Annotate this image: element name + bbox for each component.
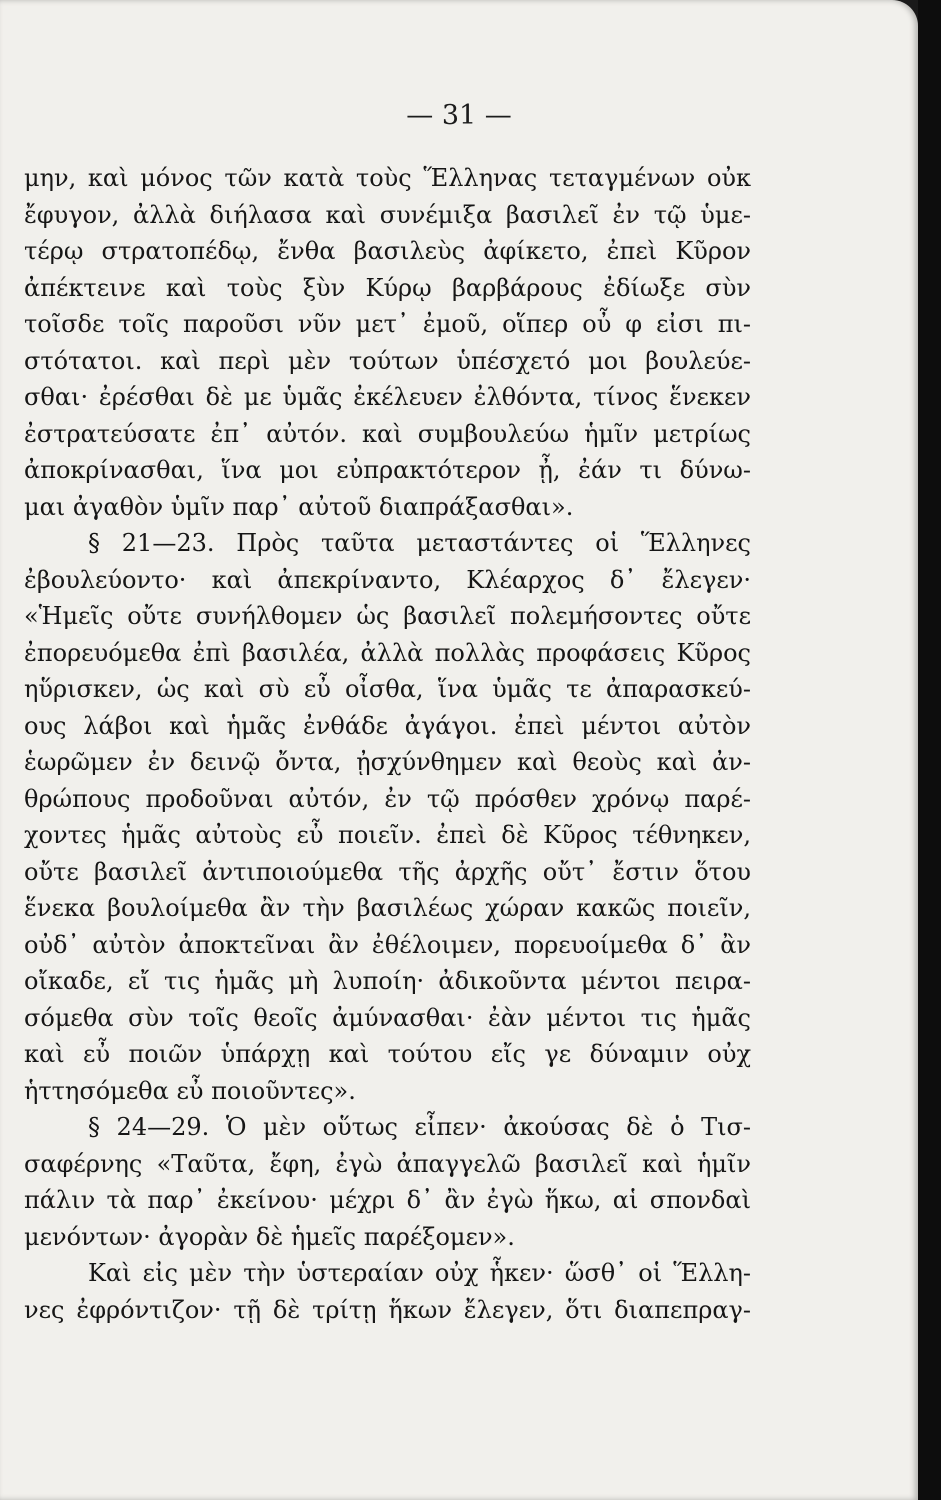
text-line: ἕνεκα βουλοίμεθα ἂν τὴν βασιλέως χώραν κακῶς ποιεῖν, [24,894,751,922]
text-line: καὶ εὖ ποιῶν ὑπάρχῃ καὶ τούτου εἴς γε δύναμιν οὐχ [24,1040,751,1068]
text-line: χοντες ἡμᾶς αὐτοὺς εὖ ποιεῖν. ἐπεὶ δὲ Κῦρος τέθνηκεν, [24,821,751,849]
text-line: στότατοι. καὶ περὶ μὲν τούτων ὑπέσχετό μοι βουλεύε- [24,346,751,375]
text-line: ἡττησόμεθα εὖ ποιοῦντες». [24,1076,356,1105]
text-line: Καὶ εἰς μὲν τὴν ὑστεραίαν οὐχ ἧκεν· ὥσθ᾽ οἱ Ἕλλη- [88,1259,751,1287]
text-line: σθαι· ἐρέσθαι δὲ με ὑμᾶς ἐκέλευεν ἐλθόντα, τίνος ἕνεκεν [24,383,751,411]
text-line: ἔφυγον, ἀλλὰ διήλασα καὶ συνέμιξα βασιλεῖ ἐν τῷ ὑμε- [24,200,751,229]
text-line: ἀπέκτεινε καὶ τοὺς ξὺν Κύρῳ βαρβάρους ἐδίωξε σὺν [24,273,751,302]
text-line: τοῖσδε τοῖς παροῦσι νῦν μετ᾽ ἐμοῦ, οἵπερ οὖ φ εἰσι πι- [24,310,751,338]
text-line: § 21—23. Πρὸς ταῦτα μεταστάντες οἱ Ἕλληνες [88,529,751,557]
body-text [24,160,751,1328]
text-line: § 24—29. Ὁ μὲν οὕτως εἶπεν· ἀκούσας δὲ ὁ Τισ- [88,1113,751,1141]
text-line: οὔτε βασιλεῖ ἀντιποιούμεθα τῆς ἀρχῆς οὔτ᾽ ἔστιν ὅτου [24,857,751,886]
text-line: οἴκαδε, εἴ τις ἡμᾶς μὴ λυποίη· ἀδικοῦντα μέντοι πειρα- [24,967,751,995]
text-line: σαφέρνης «Ταῦτα, ἔφη, ἐγὼ ἀπαγγελῶ βασιλεῖ καὶ ἡμῖν [24,1149,751,1178]
text-line: τέρῳ στρατοπέδῳ, ἔνθα βασιλεὺς ἀφίκετο, ἐπεὶ Κῦρον [24,237,751,265]
text-line: πάλιν τὰ παρ᾽ ἐκείνου· μέχρι δ᾽ ἂν ἐγὼ ἥκω, αἱ σπονδαὶ [24,1186,751,1214]
text-line: ἀποκρίνασθαι, ἵνα μοι εὐπρακτότερον ᾖ, ἐάν τι δύνω- [24,456,751,484]
text-line: νες ἐφρόντιζον· τῇ δὲ τρίτῃ ἥκων ἔλεγεν, ὅτι διαπεπραγ- [24,1295,751,1324]
text-line: μενόντων· ἀγορὰν δὲ ἡμεῖς παρέξομεν». [24,1222,515,1251]
text-line: σόμεθα σὺν τοῖς θεοῖς ἀμύνασθαι· ἐὰν μέντοι τις ἡμᾶς [24,1003,751,1032]
text-line: «Ἡμεῖς οὔτε συνήλθομεν ὡς βασιλεῖ πολεμήσοντες οὔτε [24,602,751,630]
text-line: ους λάβοι καὶ ἡμᾶς ἐνθάδε ἀγάγοι. ἐπεὶ μέντοι αὐτὸν [24,711,751,740]
text-line: οὐδ᾽ αὐτὸν ἀποκτεῖναι ἂν ἐθέλοιμεν, πορευοίμεθα δ᾽ ἂν [24,930,751,959]
text-line: μην, καὶ μόνος τῶν κατὰ τοὺς Ἕλληνας τεταγμένων οὐκ [24,164,751,192]
text-line: ἐπορευόμεθα ἐπὶ βασιλέα, ἀλλὰ πολλὰς προφάσεις Κῦρος [24,638,751,667]
page-edge-shadow [918,0,941,1500]
text-line: ἐστρατεύσατε ἐπ᾽ αὐτόν. καὶ συμβουλεύω ἡμῖν μετρίως [24,419,751,448]
text-line: ἐβουλεύοντο· καὶ ἀπεκρίναντο, Κλέαρχος δ᾽ ἔλεγεν· [24,565,751,594]
text-line: μαι ἀγαθὸν ὑμῖν παρ᾽ αὐτοῦ διαπράξασθαι». [24,492,574,521]
text-line: ἑωρῶμεν ἐν δεινῷ ὄντα, ᾐσχύνθημεν καὶ θεοὺς καὶ ἀν- [24,748,751,776]
text-line: θρώπους προδοῦναι αὐτόν, ἐν τῷ πρόσθεν χρόνῳ παρέ- [24,784,751,813]
page-number: — 31 — [406,100,512,131]
text-line: ηὕρισκεν, ὡς καὶ σὺ εὖ οἶσθα, ἵνα ὑμᾶς τε ἀπαρασκεύ- [24,675,751,703]
